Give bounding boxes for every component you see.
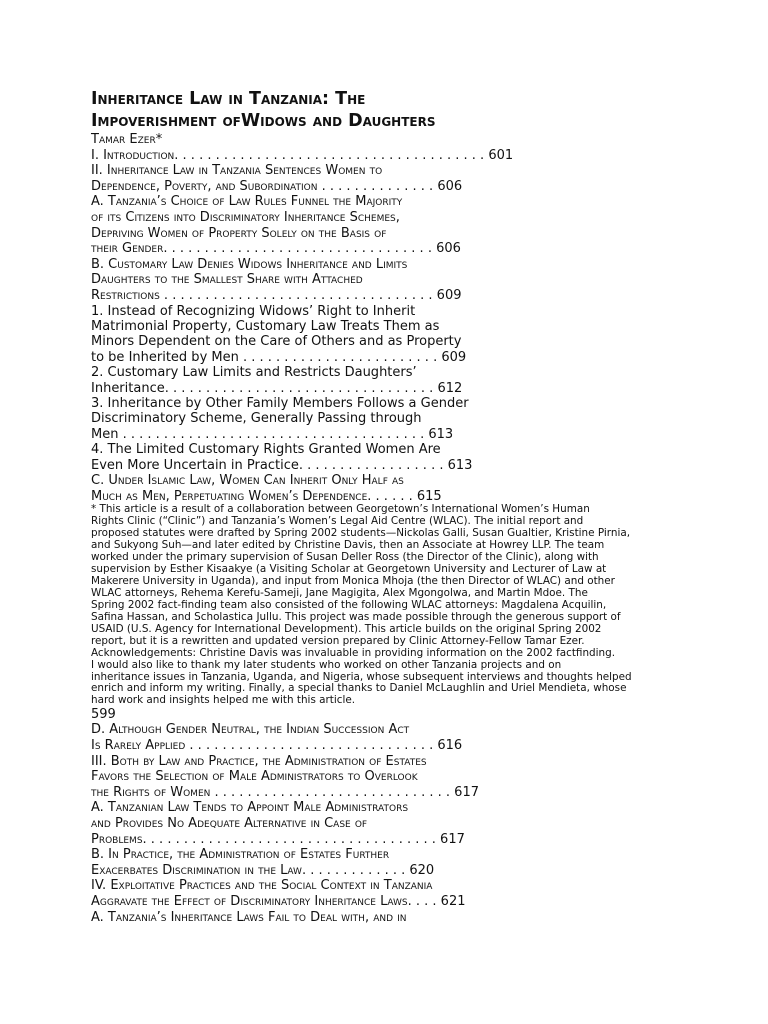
toc-line: 2. Customary Law Limits and Restricts Daughters’: [91, 365, 417, 381]
toc-line: Problems. . . . . . . . . . . . . . . . . . . . . . . . . . . . . . . . . . . . 617: [91, 831, 465, 847]
footnote-line: WLAC attorneys, Rehema Kerefu-Sameji, Jane Magigita, Alex Mgongolwa, and Martin Mdoe. The: [91, 586, 588, 599]
toc-line: Depriving Women of Property Solely on the Basis of: [91, 225, 387, 241]
footnote-line: Acknowledgements: Christine Davis was invaluable in providing information on the 2002 factfinding.: [91, 646, 616, 659]
footnote-line: and Sukyong Suh—and later edited by Christine Davis, then an Associate at Howrey LLP. The team: [91, 539, 605, 552]
article-column: [91, 88, 691, 925]
toc-block-numbered-subsections: [91, 304, 691, 473]
footnote-line: I would also like to thank my later students who worked on other Tanzania projects and on: [91, 658, 562, 671]
toc-line: Restrictions . . . . . . . . . . . . . . . . . . . . . . . . . . . . . . . . . 609: [91, 287, 462, 303]
toc-line: Even More Uncertain in Practice. . . . . . . . . . . . . . . . . . 613: [91, 457, 473, 473]
footnote-line: report, but it is a rewritten and updated version prepared by Clinic Attorney-Fellow Tamar Ezer.: [91, 634, 585, 647]
page-number: 599: [91, 707, 116, 723]
footnote-line: inheritance issues in Tanzania, Uganda, and Nigeria, whose subsequent interviews and thoughts helped: [91, 670, 632, 683]
toc-line: IV. Exploitative Practices and the Social Context in Tanzania: [91, 878, 433, 894]
toc-line: Aggravate the Effect of Discriminatory Inheritance Laws. . . . 621: [91, 893, 466, 909]
toc-line: 4. The Limited Customary Rights Granted Women Are: [91, 442, 441, 458]
toc-block-islamic-law: [91, 473, 691, 504]
toc-line: A. Tanzania’s Inheritance Laws Fail to Deal with, and in: [91, 909, 407, 925]
toc-line: the Rights of Women . . . . . . . . . . . . . . . . . . . . . . . . . . . . . 617: [91, 784, 479, 800]
footnote-line: Makerere University in Uganda), and input from Monica Mhoja (the then Director of WLAC) and other: [91, 574, 615, 587]
footnote-line: * This article is a result of a collaboration between Georgetown’s International Women’s Human: [91, 503, 590, 516]
toc-line: their Gender. . . . . . . . . . . . . . . . . . . . . . . . . . . . . . . . . 606: [91, 241, 461, 257]
title-line: Inheritance Law in Tanzania: The: [91, 89, 366, 109]
toc-line: Minors Dependent on the Care of Others and as Property: [91, 334, 462, 350]
article-title: [91, 88, 691, 132]
toc-line: Inheritance. . . . . . . . . . . . . . . . . . . . . . . . . . . . . . . . . 612: [91, 380, 463, 396]
toc-line: Is Rarely Applied . . . . . . . . . . . . . . . . . . . . . . . . . . . . . . 616: [91, 737, 463, 753]
toc-block-parts-iii-iv: [91, 722, 691, 925]
footnote-line: worked under the primary supervision of Susan Deller Ross (the Director of the Clinic), along with: [91, 551, 599, 563]
toc-line: Dependence, Poverty, and Subordination . . . . . . . . . . . . . . 606: [91, 178, 463, 194]
toc-line: III. Both by Law and Practice, the Administration of Estates: [91, 753, 427, 769]
toc-line: Favors the Selection of Male Administrators to Overlook: [91, 769, 418, 785]
footnote-line: supervision by Esther Kisaakye (a Visiting Scholar at Georgetown University and Lecturer of Law at: [91, 562, 607, 575]
toc-line: 3. Inheritance by Other Family Members Follows a Gender: [91, 395, 469, 411]
toc-line: Men . . . . . . . . . . . . . . . . . . . . . . . . . . . . . . . . . . . . . 613: [91, 426, 454, 442]
footnote-line: Safina Hassan, and Scholastica Jullu. This project was made possible through the generous support of: [91, 610, 621, 623]
toc-line: C. Under Islamic Law, Women Can Inherit Only Half as: [91, 473, 404, 488]
author-name: Tamar Ezer*: [91, 132, 163, 147]
toc-line: of its Citizens into Discriminatory Inheritance Schemes,: [91, 209, 400, 225]
footnote-line: Rights Clinic (“Clinic”) and Tanzania’s Women’s Legal Aid Centre (WLAC). The initial report and: [91, 515, 584, 528]
toc-line: II. Inheritance Law in Tanzania Sentences Women to: [91, 163, 383, 179]
footnote-line: hard work and insights helped me with this article.: [91, 694, 356, 707]
toc-line: I. Introduction. . . . . . . . . . . . . . . . . . . . . . . . . . . . . . . . . . . . . . 601: [91, 147, 514, 163]
toc-block-parts-i-ii: [91, 148, 691, 304]
footnote-line: enrich and inform my writing. Finally, a special thanks to Daniel McLaughlin and Uriel Mendieta, whose: [91, 682, 627, 695]
title-line: Impoverishment ofWidows and Daughters: [91, 111, 436, 131]
toc-line: 1. Instead of Recognizing Widows’ Right to Inherit: [91, 303, 416, 319]
footnote-line: proposed statutes were drafted by Spring 2002 students—Nickolas Galli, Susan Gualtier, Kristine Pirnia,: [91, 527, 630, 540]
toc-line: Daughters to the Smallest Share with Attached: [91, 272, 363, 288]
toc-line: Exacerbates Discrimination in the Law. . . . . . . . . . . . . 620: [91, 862, 435, 878]
footnote-line: Spring 2002 fact-finding team also consisted of the following WLAC attorneys: Magdalena Acquilin,: [91, 598, 607, 611]
toc-line: Much as Men, Perpetuating Women’s Dependence. . . . . . 615: [91, 488, 442, 504]
toc-line: A. Tanzania’s Choice of Law Rules Funnel the Majority: [91, 194, 403, 210]
toc-line: to be Inherited by Men . . . . . . . . . . . . . . . . . . . . . . . . 609: [91, 349, 467, 365]
footnote-line: USAID (U.S. Agency for International Development). This article builds on the original Spring 2002: [91, 622, 602, 635]
toc-line: Matrimonial Property, Customary Law Treats Them as: [91, 318, 440, 334]
toc-line: B. In Practice, the Administration of Estates Further: [91, 847, 390, 863]
toc-line: and Provides No Adequate Alternative in Case of: [91, 815, 368, 831]
toc-line: D. Although Gender Neutral, the Indian Succession Act: [91, 722, 410, 738]
toc-line: Discriminatory Scheme, Generally Passing through: [91, 411, 422, 427]
toc-line: A. Tanzanian Law Tends to Appoint Male Administrators: [91, 800, 409, 816]
toc-line: B. Customary Law Denies Widows Inheritance and Limits: [91, 256, 408, 272]
author-footnote: [91, 504, 691, 707]
